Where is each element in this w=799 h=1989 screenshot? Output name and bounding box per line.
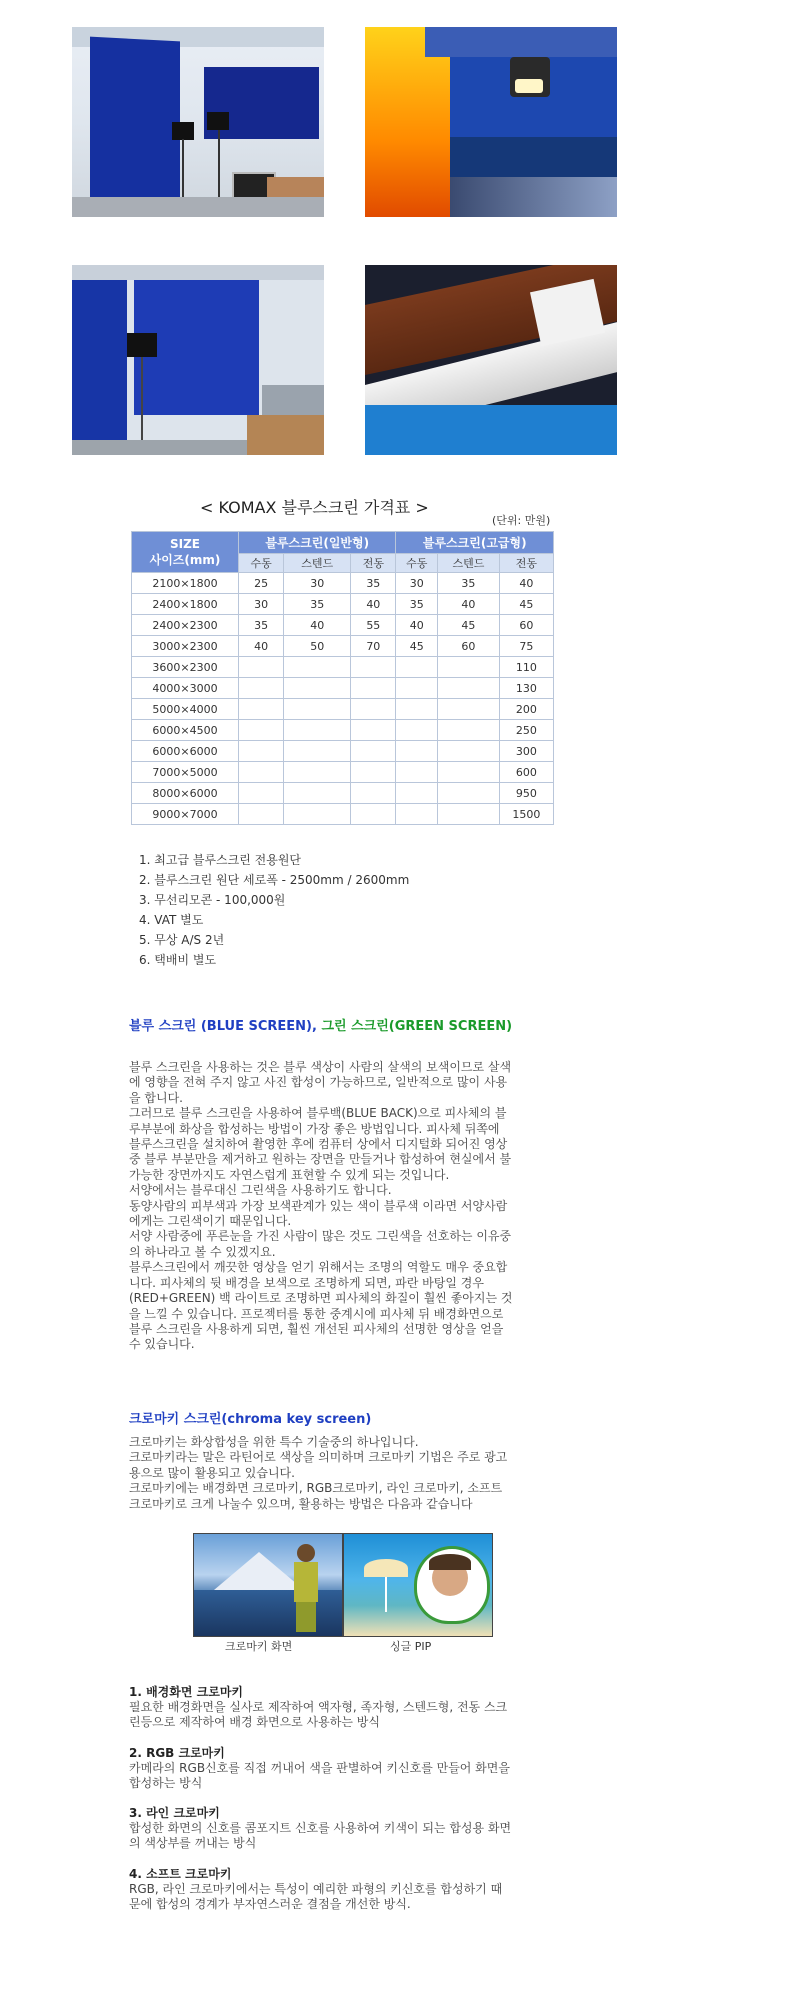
table-row [132,804,554,825]
price-cell [284,783,351,804]
size-cell: 2400×2300 [132,615,239,636]
price-cell: 40 [284,615,351,636]
price-cell: 40 [239,636,284,657]
note-item: 3. 무선리모콘 - 100,000원 [139,893,286,907]
price-cell [351,678,396,699]
col-header: 전동 [351,554,396,573]
price-cell: 1500 [499,804,553,825]
price-cell: 30 [284,573,351,594]
price-cell [438,804,500,825]
size-cell: 4000×3000 [132,678,239,699]
method-3: 3. 라인 크로마키 합성한 화면의 신호를 콤포지트 신호를 사용하여 키색이 되는 합성용 화면 의 색상부를 꺼내는 방식 [129,1806,512,1851]
method-title: 1. 배경화면 크로마키 [129,1685,244,1699]
col-header: 스텐드 [438,554,500,573]
note-item: 5. 무상 A/S 2년 [139,933,225,947]
price-cell [438,678,500,699]
price-cell: 35 [351,573,396,594]
price-cell: 30 [396,573,438,594]
price-cell [239,720,284,741]
price-cell [396,741,438,762]
price-cell [351,741,396,762]
price-cell [284,762,351,783]
table-row [132,783,554,804]
price-cell [396,783,438,804]
blue-screen-heading [129,1015,512,1034]
table-row [132,636,554,657]
price-unit-label: (단위: 만원) [492,514,551,527]
method-2: 2. RGB 크로마키 카메라의 RGB신호를 직접 꺼내어 색을 판별하여 키신호를 만들어 화면을 합성하는 방식 [129,1746,510,1791]
price-cell [284,720,351,741]
group-header-premium: 블루스크린(고급형) [396,532,554,554]
price-cell [239,699,284,720]
price-cell [351,657,396,678]
price-cell [239,741,284,762]
price-cell [351,720,396,741]
price-cell: 35 [239,615,284,636]
price-cell [396,678,438,699]
price-cell: 300 [499,741,553,762]
chroma-key-image [193,1533,343,1637]
price-table-title: < KOMAX 블루스크린 가격표 > [200,498,429,517]
price-cell: 25 [239,573,284,594]
price-cell: 35 [284,594,351,615]
pip-caption: 싱글 PIP [390,1640,432,1653]
method-title: 4. 소프트 크로마키 [129,1867,232,1881]
price-cell [351,699,396,720]
price-cell [438,741,500,762]
chroma-key-heading: 크로마키 스크린(chroma key screen) [129,1412,372,1427]
price-cell [239,804,284,825]
method-1: 1. 배경화면 크로마키 필요한 배경화면을 실사로 제작하여 액자형, 족자형, 스텐드형, 전동 스크 린등으로 제작하여 배경 화면으로 사용하는 방식 [129,1685,508,1730]
price-cell [284,804,351,825]
table-row [132,699,554,720]
table-row [132,762,554,783]
price-cell [396,720,438,741]
price-cell: 200 [499,699,553,720]
price-cell [239,762,284,783]
price-cell [239,657,284,678]
price-cell [396,804,438,825]
price-cell: 950 [499,783,553,804]
size-cell: 6000×4500 [132,720,239,741]
single-pip-image [343,1533,493,1637]
green-screen-title: 그린 스크린(GREEN SCREEN) [321,1019,513,1034]
price-cell [239,783,284,804]
price-cell [351,783,396,804]
photo-blue-screen-studio [72,27,324,217]
note-item: 6. 택배비 별도 [139,953,217,967]
price-cell: 40 [499,573,553,594]
price-cell: 55 [351,615,396,636]
col-header: 수동 [396,554,438,573]
method-title: 3. 라인 크로마키 [129,1806,220,1820]
note-item: 2. 블루스크린 원단 세로폭 - 2500mm / 2600mm [139,873,410,887]
price-cell: 45 [499,594,553,615]
price-cell [396,657,438,678]
price-cell: 60 [499,615,553,636]
photo-screen-housing [365,265,617,455]
size-cell: 2400×1800 [132,594,239,615]
chroma-key-body: 크로마키는 화상합성을 위한 특수 기술중의 하나입니다. 크로마키라는 말은 라틴어로 색상을 의미하며 크로마키 기법은 주로 광고 용으로 많이 활용되고 있습니다. 크로마키에는 배경화면 크로마키, RGB크로마키, 라인 크로마키, 소프트 크로마키로 크게 나눌수 있으며, 활용하는 방법은 다음과 같습니다 [129,1435,508,1511]
photo-blue-screen-room [72,265,324,455]
method-4: 4. 소프트 크로마키 RGB, 라인 크로마키에서는 특성이 예리한 파형의 키신호를 합성하기 때 문에 합성의 경계가 부자연스러운 결점을 개선한 방식. [129,1867,503,1912]
price-cell [284,678,351,699]
notes-list [139,850,409,970]
table-row [132,594,554,615]
size-cell: 8000×6000 [132,783,239,804]
price-cell: 50 [284,636,351,657]
price-cell [239,678,284,699]
price-cell [438,720,500,741]
price-cell: 75 [499,636,553,657]
note-item: 1. 최고급 블루스크린 전용원단 [139,853,301,867]
price-cell: 110 [499,657,553,678]
table-row [132,615,554,636]
price-cell: 35 [438,573,500,594]
table-row [132,573,554,594]
chroma-caption: 크로마키 화면 [225,1640,293,1653]
note-item: 4. VAT 별도 [139,913,204,927]
price-cell [351,804,396,825]
price-cell [284,657,351,678]
price-cell: 35 [396,594,438,615]
price-cell: 30 [239,594,284,615]
col-header: 수동 [239,554,284,573]
size-cell: 5000×4000 [132,699,239,720]
price-cell: 600 [499,762,553,783]
size-cell: 9000×7000 [132,804,239,825]
col-header: 스텐드 [284,554,351,573]
size-cell: 7000×5000 [132,762,239,783]
price-cell: 45 [438,615,500,636]
group-header-standard: 블루스크린(일반형) [239,532,396,554]
size-header: SIZE 사이즈(mm) [132,532,239,573]
price-cell [284,741,351,762]
price-cell [438,699,500,720]
price-cell: 40 [438,594,500,615]
price-cell: 40 [351,594,396,615]
blue-screen-body: 블루 스크린을 사용하는 것은 블루 색상이 사람의 살색의 보색이므로 살색 에 영향을 전혀 주지 않고 사진 합성이 가능하므로, 일반적으로 많이 사용 을 합니다. 그러므로 블루 스크린을 사용하여 블루백(BLUE BACK)으로 피사체의 블 루부분에 화상을 합성하는 방법이 가장 좋은 방법입니다. 피사체 뒤쪽에 블루스크린을 설치하여 촬영한 후에 컴퓨터 상에서 디지털화 되어진 영상 중 블루 부분만을 제거하고 원하는 장면을 만들거나 합성하여 현실에서 불 가능한 장면까지도 자연스럽게 표현할 수 있게 되는 것입니다. 서양에서는 블루대신 그린색을 사용하기도 합니다. 동양사람의 피부색과 가장 보색관계가 있는 색이 블루색 이라면 서양사람 에게는 그린색이기 때문입니다. 서양 사람중에 푸른눈을 가진 사람이 많은 것도 그린색을 선호하는 이유중 의 하나라고 볼 수 있겠지요. 블루스크린에서 깨끗한 영상을 얻기 위해서는 조명의 역할도 매우 중요합 니다. 피사체의 뒷 배경을 보색으로 조명하게 되면, 파란 바탕일 경우 (RED+GREEN) 백 라이트로 조명하면 피사체의 화질이 훨씬 좋아지는 것 을 느낄 수 있습니다. 프로젝터를 통한 중계시에 피사체 뒤 배경화면으로 블루 스크린을 사용하게 되면, 훨씬 개선된 피사체의 선명한 영상을 얻을 수 있습니다. [129,1060,513,1352]
blue-screen-title: 블루 스크린 (BLUE SCREEN), [129,1019,317,1034]
table-row [132,678,554,699]
price-cell [351,762,396,783]
price-cell: 70 [351,636,396,657]
price-cell: 60 [438,636,500,657]
price-cell [396,699,438,720]
table-row [132,657,554,678]
col-header: 전동 [499,554,553,573]
photo-stage-lights [365,27,617,217]
size-cell: 2100×1800 [132,573,239,594]
size-cell: 3600×2300 [132,657,239,678]
price-cell [438,783,500,804]
price-cell: 45 [396,636,438,657]
price-cell: 250 [499,720,553,741]
price-table [131,531,554,825]
price-cell [438,762,500,783]
price-cell [438,657,500,678]
price-cell [284,699,351,720]
method-title: 2. RGB 크로마키 [129,1746,225,1760]
price-cell: 130 [499,678,553,699]
size-cell: 3000×2300 [132,636,239,657]
table-row [132,741,554,762]
price-cell: 40 [396,615,438,636]
price-cell [396,762,438,783]
table-row [132,720,554,741]
size-cell: 6000×6000 [132,741,239,762]
